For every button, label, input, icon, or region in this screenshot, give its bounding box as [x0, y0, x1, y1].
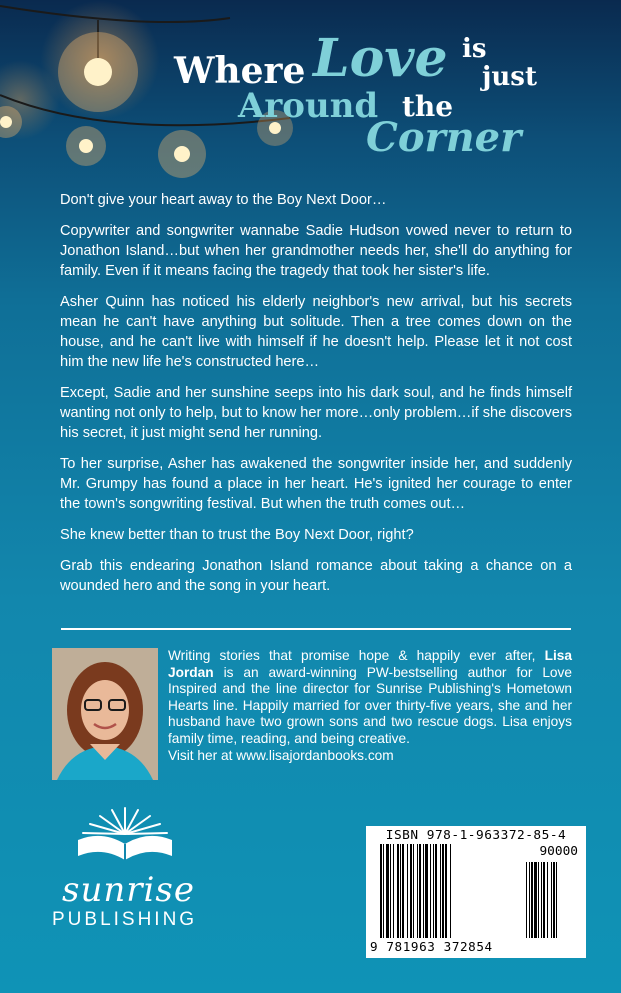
title-word-love: Love	[313, 28, 448, 89]
book-title	[170, 28, 610, 178]
barcode-bar	[400, 844, 401, 938]
barcode-bar	[440, 844, 441, 938]
barcode-bar	[417, 844, 418, 938]
publisher-name-caps: PUBLISHING	[52, 909, 198, 930]
barcode-bar	[413, 844, 414, 938]
barcode-bar	[450, 844, 451, 938]
isbn-text: ISBN 978-1-963372-85-4	[385, 828, 567, 843]
author-name: Lisa Jordan	[168, 648, 572, 680]
barcode-bar	[430, 844, 431, 938]
barcode-bar	[551, 862, 552, 938]
barcode-bar	[529, 862, 530, 938]
publisher-logo	[50, 800, 220, 940]
title-word-where: Where	[174, 50, 306, 92]
light-bulb-icon	[0, 106, 22, 138]
blurb-paragraph: Copywriter and songwriter wannabe Sadie Hudson vowed never to return to Jonathon Island…but when her grandmother needs her, she'll do anything for family. Even if it means facing the tragedy that took her sister's life.	[60, 223, 572, 279]
barcode-bar	[390, 844, 391, 938]
publisher-name-script: sunrise	[62, 870, 195, 910]
barcode-bar	[419, 844, 421, 938]
light-bulb-icon	[58, 32, 138, 112]
barcode-bar	[547, 862, 548, 938]
barcode-bar	[526, 862, 527, 938]
bio-intro: Writing stories that promise hope & happily ever after,	[168, 648, 536, 663]
isbn-barcode	[366, 826, 586, 958]
barcode-bar	[386, 844, 389, 938]
blurb-paragraph: Except, Sadie and her sunshine seeps into his dark soul, and he finds himself wanting not only to help, but to know her more…only problem…if she discovers his secret, it just might send her running.	[60, 385, 572, 441]
barcode-bar	[534, 862, 537, 938]
barcode-bar	[393, 844, 394, 938]
barcode-bar	[380, 844, 382, 938]
barcode-bar	[397, 844, 399, 938]
barcode-bar	[556, 862, 557, 938]
title-word-is: is	[462, 34, 487, 64]
divider	[61, 628, 571, 630]
barcode-bar	[538, 862, 539, 938]
bio-body: is an award-winning PW-bestselling author for Love Inspired and the line director for Sunrise Publishing's Hometown Hearts line. Happily married for over thirty-five years, she and her husband have two grown sons and two rescue dogs. Lisa enjoys family time, reading, and being creative.	[168, 664, 572, 746]
bio-text	[168, 648, 572, 748]
light-bulb-icon	[66, 126, 106, 166]
title-word-just: just	[482, 62, 537, 92]
blurb-paragraph: Grab this endearing Jonathon Island romance about taking a chance on a wounded hero and the song in your heart.	[60, 558, 572, 594]
barcode-bar	[423, 844, 424, 938]
barcode-bar	[531, 862, 533, 938]
barcode-bar	[383, 844, 384, 938]
blurb-tagline: Don't give your heart away to the Boy Next Door…	[60, 192, 387, 208]
author-photo	[52, 648, 158, 780]
barcode-bar	[433, 844, 434, 938]
barcode-bar	[442, 844, 444, 938]
barcode-bar	[425, 844, 428, 938]
title-word-corner: Corner	[366, 114, 522, 161]
barcode-bar	[543, 862, 545, 938]
barcode-bar	[407, 844, 408, 938]
barcode-bar	[402, 844, 404, 938]
barcode-bar	[435, 844, 437, 938]
barcode-bar	[445, 844, 447, 938]
back-cover-blurb	[60, 190, 572, 607]
blurb-paragraph: Asher Quinn has noticed his elderly neighbor's new arrival, but his secrets mean he can't have anything but solitude. Then a tree comes down on the house, and he can't live with himself if he doesn't help. Please let it not cost him the new life he's constructed here…	[60, 294, 572, 370]
price-code: 90000	[539, 844, 578, 859]
blurb-paragraph: She knew better than to trust the Boy Next Door, right?	[60, 527, 414, 543]
barcode-bar	[553, 862, 555, 938]
barcode-bar	[541, 862, 542, 938]
ean-digits: 9 781963 372854	[370, 939, 493, 954]
title-word-the: the	[402, 90, 454, 123]
author-website: Visit her at www.lisajordanbooks.com	[168, 747, 394, 763]
barcode-bar	[410, 844, 412, 938]
title-word-around: Around	[238, 86, 379, 126]
blurb-paragraph: To her surprise, Asher has awakened the songwriter inside her, and suddenly Mr. Grumpy has found a place in her heart. He's ignited her courage to enter the town's songwriting festival. But when the truth comes out…	[60, 456, 572, 512]
author-bio	[168, 648, 572, 764]
